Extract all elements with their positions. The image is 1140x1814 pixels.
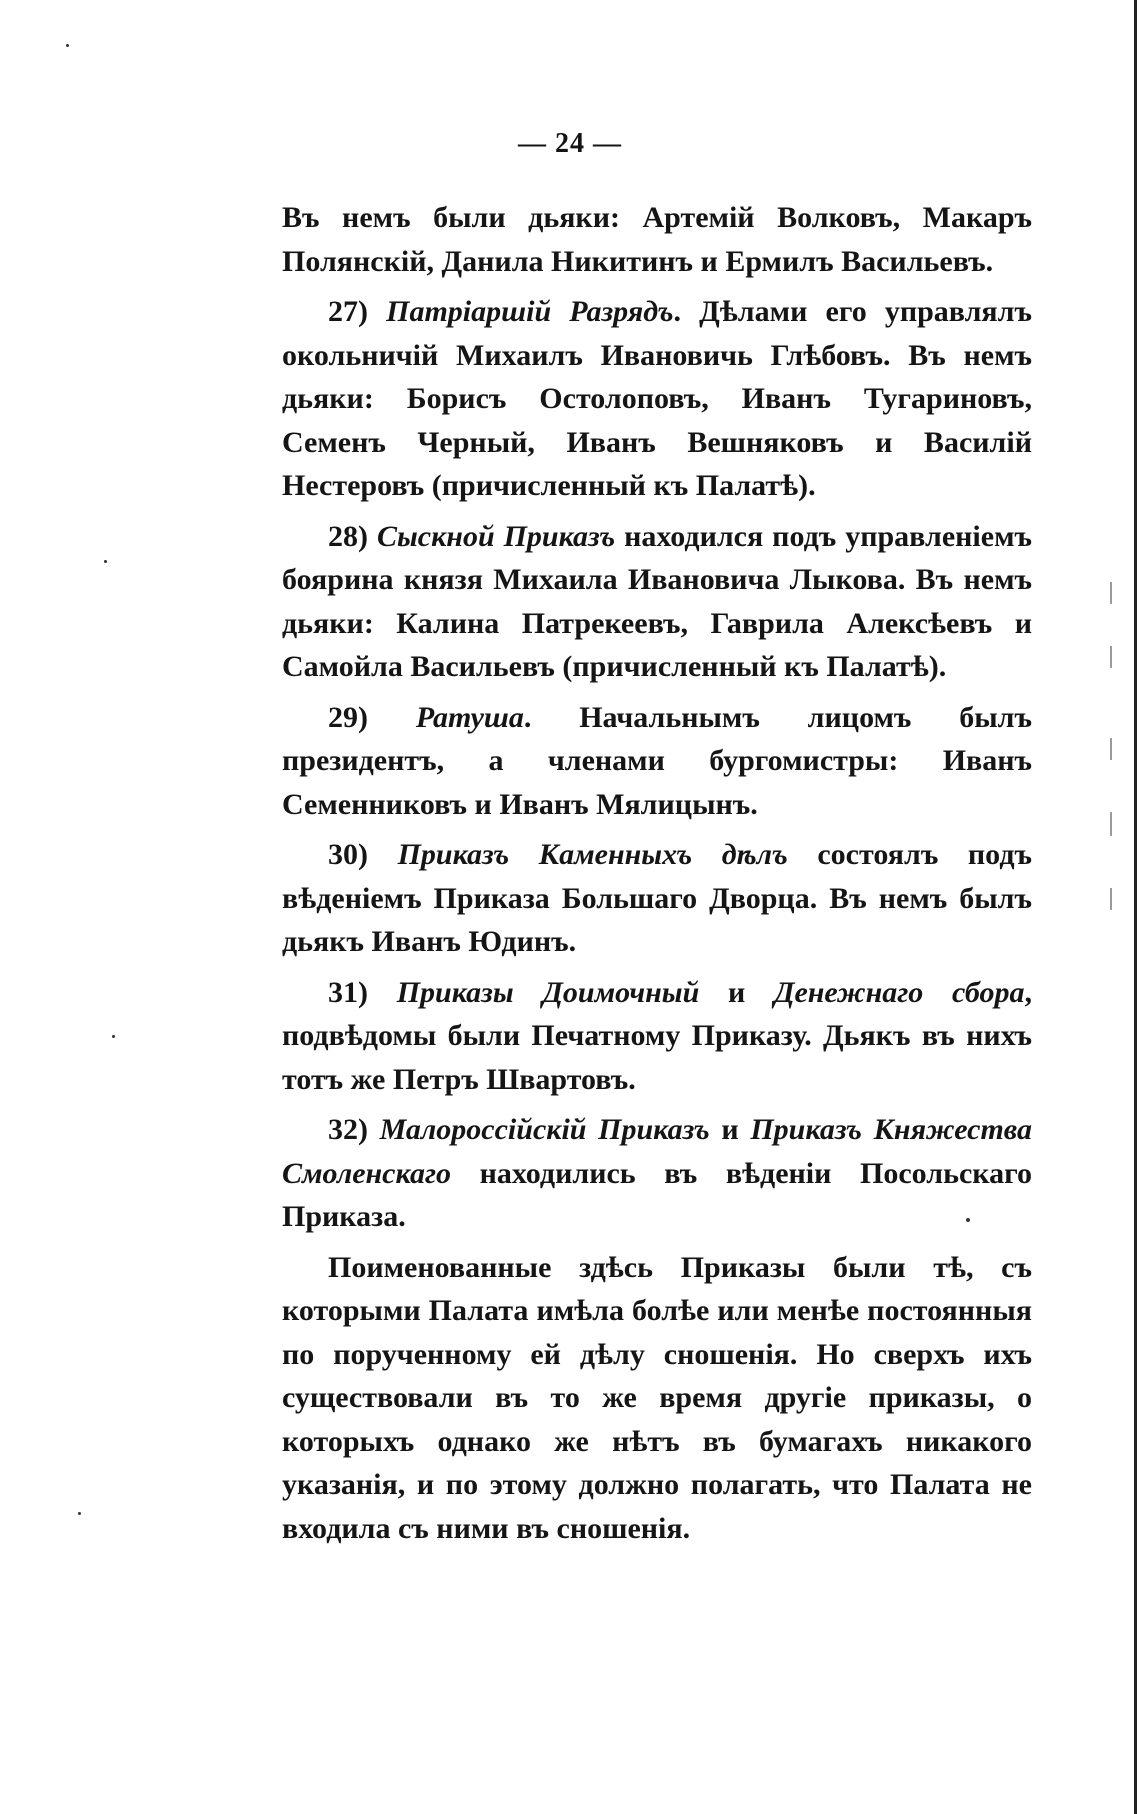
- scan-speck: [66, 44, 69, 47]
- paragraph-item-27: [282, 290, 1032, 508]
- item-text: . Дѣлами его управлялъ окольничій Михаилъ Ивановичь Глѣбовъ. Въ немъ дьяки: Борисъ Остолоповъ, Иванъ Тугариновъ, Семенъ Черный, Иванъ Вешняковъ и Василій Нестеровъ (причисленный къ Палатѣ).: [282, 295, 1032, 502]
- item-title-secondary: Денежнаго сбора: [773, 975, 1025, 1009]
- margin-mark: [1110, 582, 1112, 604]
- item-text: и: [699, 975, 774, 1009]
- paragraph-item-29: [282, 696, 1032, 827]
- margin-mark: [1110, 888, 1112, 910]
- paragraph-conclusion: [282, 1246, 1032, 1551]
- scan-speck: [104, 560, 107, 563]
- item-title: Приказы Доимочный: [396, 975, 700, 1009]
- item-number: 31): [328, 975, 397, 1009]
- item-text: находились въ вѣденіи Посольскаго Приказа.: [282, 1156, 1032, 1233]
- item-text: . Начальнымъ лицомъ былъ президентъ, а членами бургомистры: Иванъ Семенниковъ и Иванъ Мялицынъ.: [282, 700, 1032, 821]
- item-number: 30): [328, 838, 398, 871]
- scan-speck: [966, 1218, 970, 1222]
- paragraph: [282, 196, 1032, 283]
- body-text: [282, 196, 1032, 1557]
- item-number: 27): [328, 295, 387, 328]
- item-text: находился подъ управленіемъ боярина князя Михаила Ивановича Лыкова. Въ немъ дьяки: Калина Патрекеевъ, Гаврила Алексѣевъ и Самойла Васильевъ (причисленный къ Палатѣ).: [282, 519, 1032, 683]
- page-edge: [1134, 0, 1137, 1814]
- item-number: 32): [328, 1113, 380, 1146]
- item-number: 28): [328, 519, 377, 553]
- item-title: Сыскной Приказъ: [376, 519, 616, 553]
- page-number: — 24 —: [518, 128, 622, 159]
- paragraph-item-31: [282, 971, 1032, 1102]
- paragraph-text: Поименованные здѣсь Приказы были тѣ, съ которыми Палата имѣла болѣе или менѣе постоянныя по порученному ей дѣлу сношенія. Но сверхъ ихъ существовали въ то же время другіе приказы, о которыхъ однако же нѣтъ въ бумагахъ никакого указанія, и по этому должно полагать, что Палата не входила съ ними въ сношенія.: [282, 1250, 1032, 1545]
- scan-speck: [78, 1512, 81, 1515]
- item-title-secondary: Приказъ Княжества Смоленскаго: [282, 1113, 1032, 1190]
- item-text: состоялъ подъ вѣденіемъ Приказа Большаго Дворца. Въ немъ былъ дьякъ Иванъ Юдинъ.: [282, 838, 1032, 958]
- item-text: , подвѣдомы были Печатному Приказу. Дьякъ въ нихъ тотъ же Петръ Швартовъ.: [282, 975, 1032, 1096]
- item-title: Ратуша: [415, 700, 524, 734]
- paragraph-item-30: [282, 833, 1032, 964]
- paragraph-item-28: [282, 515, 1032, 689]
- scan-speck: [112, 1035, 115, 1038]
- item-title: Патріаршій Разрядъ: [386, 295, 674, 328]
- margin-mark: [1110, 646, 1112, 668]
- paragraph-text: Въ немъ были дьяки: Артемій Волковъ, Макаръ Полянскій, Данила Никитинъ и Ермилъ Васильевъ.: [282, 201, 1032, 278]
- margin-mark: [1110, 812, 1112, 836]
- paragraph-item-32: [282, 1108, 1032, 1239]
- item-number: 29): [328, 700, 416, 734]
- item-text: и: [709, 1113, 751, 1146]
- margin-mark: [1110, 738, 1112, 760]
- item-title: Приказъ Каменныхъ дѣлъ: [397, 838, 788, 871]
- item-title: Малороссійскій Приказъ: [379, 1113, 710, 1146]
